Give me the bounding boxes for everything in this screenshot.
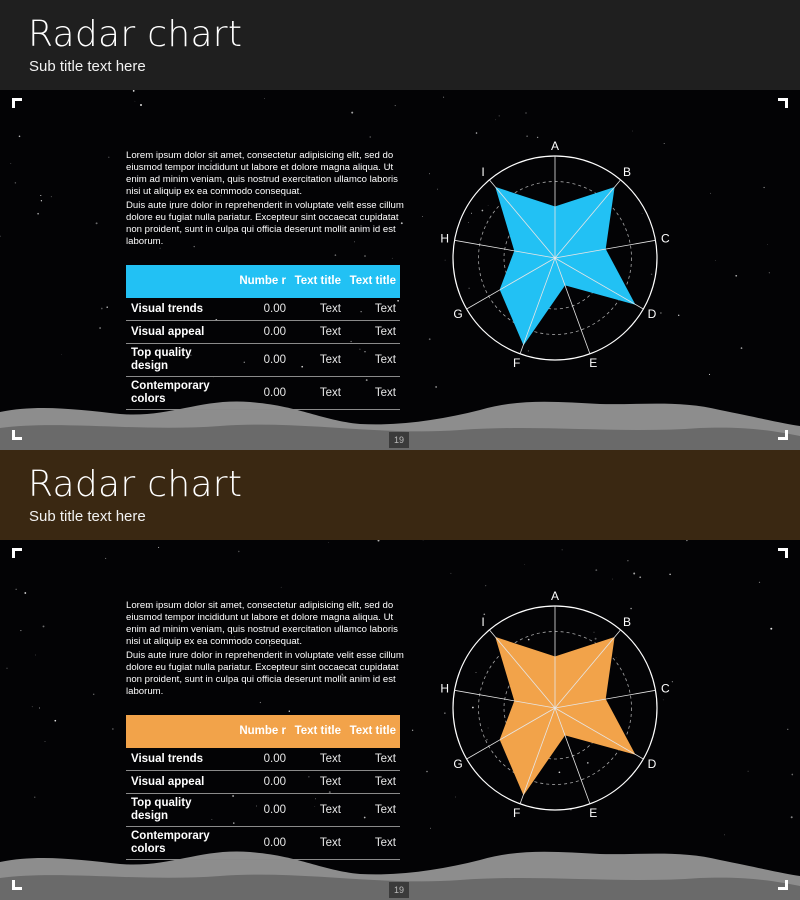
table-cell: 0.00 [263, 753, 286, 765]
table-cell: Text [374, 354, 396, 366]
table-cell: 0.00 [263, 804, 286, 816]
radar-axis-label: H [440, 681, 450, 696]
table-cell: Text [374, 303, 396, 315]
table-header-cell: Text title [349, 275, 396, 287]
body-text [126, 600, 406, 700]
table-row [126, 344, 400, 377]
table-header-cell [126, 715, 230, 748]
table-cell: 0.00 [263, 837, 286, 849]
radar-chart [430, 125, 680, 375]
data-table [126, 265, 400, 410]
corner-bracket-top-left [12, 98, 22, 108]
table-header-cell: Numbe r [239, 725, 286, 737]
table-row [126, 771, 400, 794]
table-cell: Text [319, 804, 341, 816]
corner-bracket-bottom-left [12, 880, 22, 890]
table-header-row [126, 715, 400, 748]
row-label: Visual trends [131, 752, 204, 765]
paragraph-1: Lorem ipsum dolor sit amet, consectetur adipisicing elit, sed do eiusmod tempor incididunt ut labore et dolore magna aliqua. Ut enim ad minim veniam, quis nostrud exercitation ullamco laboris nisi ut aliquip ex ea commodo consequat. [126, 600, 398, 647]
table-header-cell: Text title [294, 725, 341, 737]
radar-axis-label: D [647, 757, 657, 771]
row-label: Visual trends [131, 302, 204, 315]
table-cell: Text [374, 776, 396, 788]
table-cell: Text [374, 753, 396, 765]
table-cell: Text [319, 837, 341, 849]
slide-title: Radar chart [28, 14, 243, 55]
paragraph-2: Duis aute irure dolor in reprehenderit in voluptate velit esse cillum dolore eu fugiat nulla pariatur. Excepteur sint occaecat cupidatat non proident, sunt in culpa qui officia deserunt mollit anim id est laborum. [126, 650, 404, 697]
row-label: Contemporary colors [131, 830, 210, 855]
table-cell: 0.00 [263, 387, 286, 399]
radar-series-area [496, 188, 635, 345]
table-header-cell: Numbe r [239, 275, 286, 287]
table-header-cell: Text title [294, 275, 341, 287]
radar-axis-label: E [589, 356, 598, 371]
row-label: Contemporary colors [131, 380, 210, 405]
table-cell: 0.00 [263, 326, 286, 338]
page-number: 19 [389, 882, 409, 898]
radar-axis-label: A [550, 589, 560, 603]
corner-bracket-top-left [12, 548, 22, 558]
table-cell: Text [374, 837, 396, 849]
radar-axis-label: A [550, 139, 560, 153]
slide-header [0, 0, 800, 90]
table-row [126, 748, 400, 771]
table-cell: Text [374, 804, 396, 816]
corner-bracket-bottom-right [778, 880, 788, 890]
radar-axis-label: F [513, 806, 521, 821]
table-row [126, 321, 400, 344]
table-row [126, 377, 400, 410]
radar-axis-label: C [660, 681, 670, 696]
row-label: Visual appeal [131, 325, 205, 338]
table-header-row [126, 265, 400, 298]
radar-axis-label: F [513, 356, 521, 371]
table-cell: Text [319, 776, 341, 788]
table-row [126, 794, 400, 827]
slide-header [0, 450, 800, 540]
radar-axis-label: E [589, 806, 598, 821]
row-label: Visual appeal [131, 775, 205, 788]
table-cell: Text [319, 753, 341, 765]
slide-2 [0, 450, 800, 900]
body-text [126, 150, 406, 250]
data-table [126, 715, 400, 860]
table-cell: Text [319, 387, 341, 399]
radar-axis-label: C [660, 231, 670, 246]
table-cell: 0.00 [263, 354, 286, 366]
table-cell: Text [374, 326, 396, 338]
radar-series-area [496, 638, 635, 795]
row-label: Top quality design [131, 347, 192, 372]
table-cell: Text [374, 387, 396, 399]
corner-bracket-bottom-right [778, 430, 788, 440]
radar-chart [430, 575, 680, 825]
radar-axis-label: I [481, 615, 485, 630]
corner-bracket-top-right [778, 548, 788, 558]
table-cell: Text [319, 303, 341, 315]
radar-axis-label: D [647, 307, 657, 321]
slide-subtitle: Sub title text here [29, 508, 146, 525]
table-cell: 0.00 [263, 776, 286, 788]
corner-bracket-top-right [778, 98, 788, 108]
radar-axis-label: I [481, 165, 485, 180]
table-header-cell: Text title [349, 725, 396, 737]
paragraph-2: Duis aute irure dolor in reprehenderit in voluptate velit esse cillum dolore eu fugiat nulla pariatur. Excepteur sint occaecat cupidatat non proident, sunt in culpa qui officia deserunt mollit anim id est laborum. [126, 200, 404, 247]
corner-bracket-bottom-left [12, 430, 22, 440]
radar-axis-label: G [453, 757, 463, 771]
paragraph-1: Lorem ipsum dolor sit amet, consectetur adipisicing elit, sed do eiusmod tempor incididunt ut labore et dolore magna aliqua. Ut enim ad minim veniam, quis nostrud exercitation ullamco laboris nisi ut aliquip ex ea commodo consequat. [126, 150, 398, 197]
radar-axis-label: B [622, 615, 632, 630]
radar-axis-label: B [622, 165, 632, 180]
row-label: Top quality design [131, 797, 192, 822]
table-cell: Text [319, 326, 341, 338]
table-cell: Text [319, 354, 341, 366]
radar-axis-label: H [440, 231, 450, 246]
table-cell: 0.00 [263, 303, 286, 315]
page-number: 19 [389, 432, 409, 448]
table-header-cell [126, 265, 230, 298]
radar-axis-label: G [453, 307, 463, 321]
table-row [126, 298, 400, 321]
slide-title: Radar chart [28, 464, 243, 505]
table-row [126, 827, 400, 860]
slide-subtitle: Sub title text here [29, 58, 146, 75]
